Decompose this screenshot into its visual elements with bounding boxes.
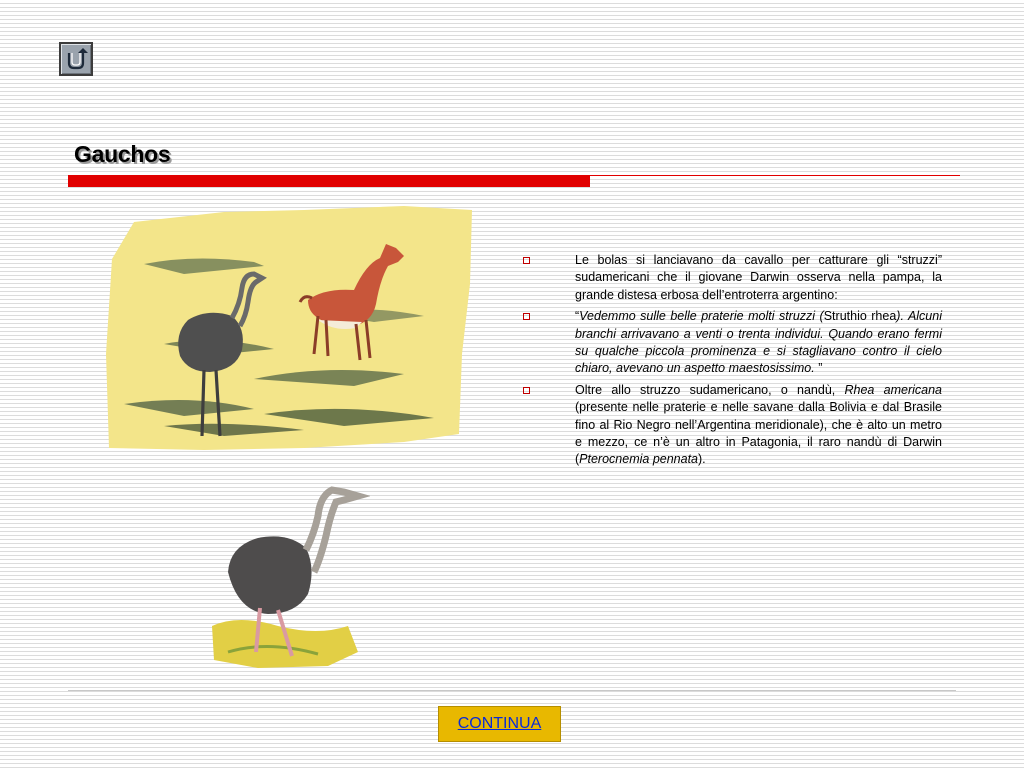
bullet-text-segment: Vedemmo sulle belle praterie molti struzzi ( (579, 309, 824, 324)
u-turn-back-icon (61, 44, 91, 74)
back-button[interactable] (59, 42, 93, 76)
bullet-square-icon (523, 313, 530, 320)
bullet-text-segment: “ (575, 309, 580, 324)
pampa-illustration (104, 204, 474, 454)
title-underline-thin (590, 175, 960, 176)
bullet-square-icon (523, 387, 530, 394)
bullet-item (520, 252, 942, 304)
bullet-text-segment: (presente nelle praterie e nelle savane dalla Bolivia e dal Brasile fino al Rio Negro nell’Argentina meridionale), che è alto un metro e mezzo, ce n’è un altro in Patagonia, il raro nandù di Darwin ( (575, 400, 942, 467)
bullet-item (520, 308, 942, 378)
slide-title: Gauchos (74, 141, 171, 167)
bullet-text-segment: ” (818, 361, 823, 376)
bullet-text-segment: ). Alcuni branchi arrivavano a venti o trenta individui. Quando erano fermi su qualche piccola prominenza e si stagliavano contro il cielo chiaro, avevano un aspetto maestosissimo. (575, 309, 942, 376)
rhea-illustration (198, 476, 370, 678)
bullet-text-segment: Pterocnemia pennata (579, 452, 699, 467)
footer-divider (68, 690, 956, 691)
title-underline-bar (68, 175, 590, 187)
bullet-text-segment: Le bolas si lanciavano da cavallo per catturare gli “struzzi” sudamericani che il giovane Darwin osserva nella pampa, la grande distesa erbosa dell’entroterra argentino: (575, 253, 942, 302)
bullet-text-segment: Oltre allo struzzo sudamericano, o nandù, (575, 382, 845, 397)
bullet-item (520, 382, 942, 469)
bullet-text-segment: ). (698, 452, 706, 467)
bullet-list (520, 252, 942, 473)
bullet-text (575, 309, 942, 375)
bullet-text-segment: Rhea americana (844, 382, 942, 397)
continue-button[interactable]: CONTINUA (438, 706, 561, 742)
bullet-text (575, 383, 942, 467)
bullet-square-icon (523, 257, 530, 264)
bullet-text-segment: Struthio rhea (823, 309, 897, 324)
bullet-text (575, 253, 942, 302)
